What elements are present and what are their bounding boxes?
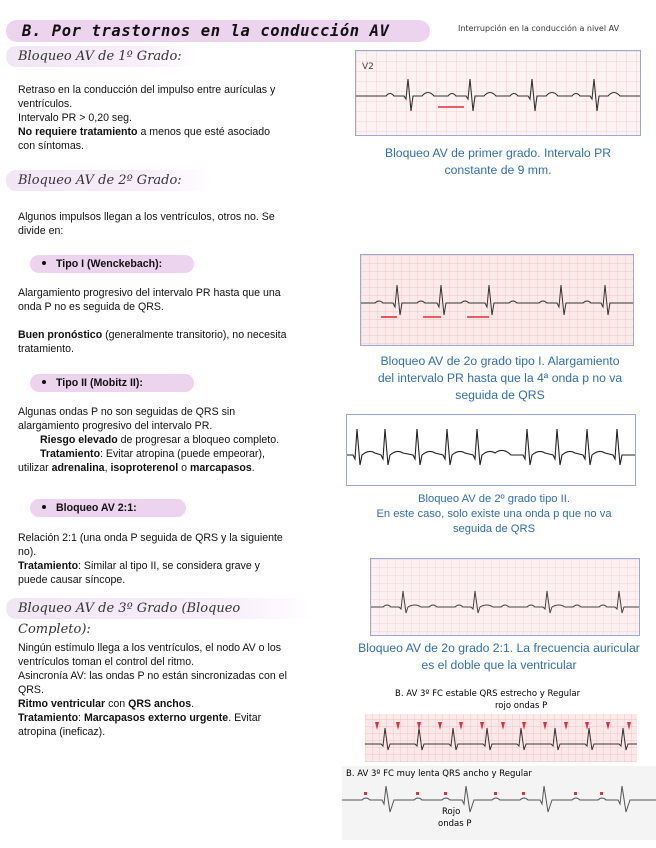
handwritten-note: ondas P [438,819,472,829]
pill-type21: Bloqueo AV 2:1: [30,499,186,517]
handwritten-note: rojo ondas P [495,701,548,711]
text-line: Relación 2:1 (una onda P seguida de QRS y la siguiente [18,532,283,544]
bullet-icon [42,261,46,265]
caption-line: Bloqueo AV de 2º grado tipo II. [418,493,570,505]
caption-line: Bloqueo AV de 2o grado tipo I. Alargamiento [380,354,620,368]
handwritten-note: B. AV 3º FC estable QRS estrecho y Regular [395,689,581,699]
caption-line: En este caso, solo existe una onda p que no va [376,508,612,520]
text-line: Algunos impulsos llegan a los ventrículos, otros no. Se [18,211,275,223]
text-line: no). [18,546,37,558]
ecg-third1-svg [365,684,637,762]
text-line: QRS. [18,684,44,696]
caption-line: seguida de QRS [455,388,545,402]
heading-second-degree: Bloqueo AV de 2º Grado: [6,170,211,191]
handwritten-note: B. AV 3º FC muy lenta QRS ancho y Regular [346,769,532,779]
caption-line: del intervalo PR hasta que la 4ª onda p no va [377,371,623,385]
first-degree-text [18,83,348,153]
heading-first-degree: Bloqueo AV de 1º Grado: [6,46,196,67]
top-note: Interrupción en la conducción a nivel AV [458,24,620,33]
ecg-third2-svg [342,766,656,840]
caption-line: Bloqueo AV de primer grado. Intervalo PR [384,146,612,160]
text-line: Ningún estímulo llega a los ventrículos, el nodo AV o los [18,642,282,654]
ecg-type1-svg [361,255,634,346]
text-line: No requiere tratamiento a menos que esté asociado [18,126,271,138]
ecg-strip-type2 [346,414,636,486]
text-line: atropina (ineficaz). [18,726,106,738]
text-line: tratamiento. [18,343,74,355]
ecg-lead-label: V2 [362,62,374,72]
text-line: onda P no es seguida de QRS. [18,301,164,313]
caption-type2 [346,492,642,537]
bullet-icon [42,380,46,384]
caption-line: es el doble que la ventricular [421,658,577,672]
text-line: puede causar síncope. [18,574,126,586]
text-line: Algunas ondas P no son seguidas de QRS sin [18,406,236,418]
caption-line: constante de 9 mm. [444,163,552,177]
caption-type1 [350,353,650,404]
text-line: utilizar adrenalina, isoproterenol o marcapasos. [18,462,255,474]
pill-type1: Tipo I (Wenckebach): [30,255,194,273]
second-degree-intro [18,210,348,238]
ecg-strip-type1 [360,254,634,346]
handwritten-note: Rojo [442,807,461,817]
text-line: Ritmo ventricular con QRS anchos. [18,698,195,710]
text-line: Intervalo PR > 0,20 seg. [18,112,132,124]
text-line: ventrículos toman el control del ritmo. [18,656,195,668]
page-title: B. Por trastornos en la conducción AV [6,20,430,42]
third-degree-text [18,641,358,739]
caption-first-degree [352,145,644,179]
text-line: Riesgo elevado de progresar a bloqueo completo. [40,434,280,446]
caption-line: Bloqueo AV de 2o grado 2:1. La frecuencia auricular [358,641,640,655]
text-line: con síntomas. [18,140,84,152]
text-line: alargamiento progresivo del intervalo PR. [18,420,213,432]
text-line: Alargamiento progresivo del intervalo PR hasta que una [18,287,281,299]
type1-text [18,286,358,356]
ecg-type2-svg [347,415,636,486]
type21-text [18,531,358,587]
ecg-strip-type21 [370,558,640,636]
text-line: Retraso en la conducción del impulso entre aurículas y [18,84,276,96]
caption-type21 [346,640,652,674]
text-line: divide en: [18,225,64,237]
text-line: Buen pronóstico (generalmente transitorio), no necesita [18,329,287,341]
text-line: Tratamiento: Evitar atropina (puede empeorar), [40,448,265,460]
caption-line: seguida de QRS [452,523,536,535]
type2-text [18,405,358,475]
text-line: Tratamiento: Marcapasos externo urgente. Evitar [18,712,262,724]
bullet-icon [42,505,46,509]
text-line: Asincronía AV: las ondas P no están sincronizadas con el [18,670,287,682]
ecg-first-degree-svg [356,51,641,136]
ecg-strip-third-degree-1 [365,684,637,762]
ecg-strip-first-degree [355,50,641,136]
ecg-type21-svg [371,559,640,636]
pill-type2: Tipo II (Mobitz II): [30,374,194,392]
text-line: ventrículos. [18,98,73,110]
heading-third-degree: Bloqueo AV de 3º Grado (Bloqueo Completo): [6,598,314,619]
text-line: Tratamiento: Similar al tipo II, se considera grave y [18,560,260,572]
ecg-strip-third-degree-2 [342,766,656,840]
